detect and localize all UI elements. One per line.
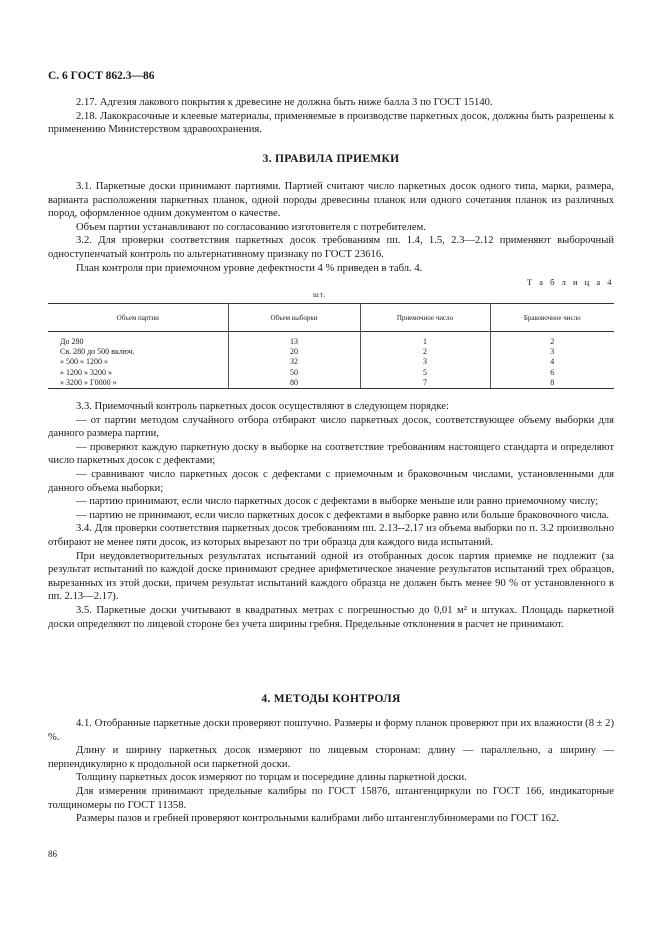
paragraph-lot-volume: Объем партии устанавливают по согласованию изготовителя с потребителем. <box>76 221 426 233</box>
table-unit: шт. <box>313 290 327 299</box>
table-row <box>48 357 614 367</box>
paragraph-grooves: Размеры пазов и гребней проверяют контрольными калибрами либо штангенглубиномерами по ГОСТ 162. <box>76 813 559 825</box>
cell-sample: 50 <box>228 368 360 378</box>
table-row <box>48 332 614 348</box>
intro-block <box>48 96 614 137</box>
cell-sample: 20 <box>228 347 360 357</box>
cell-rejection: 6 <box>550 367 555 377</box>
paragraph-instruments: Для измерения принимают предельные калибры по ГОСТ 15876, штангенциркули по ГОСТ 166, индикаторные толщиномеры по ГОСТ 11358. <box>48 785 614 811</box>
table-row <box>48 347 614 357</box>
cell-lot: » 3200 » Г0000 » <box>48 378 228 389</box>
cell-sample: 80 <box>228 378 360 389</box>
section-4-block <box>48 717 614 826</box>
section-3-continued <box>48 400 614 631</box>
paragraph-3-3: 3.3. Приемочный контроль паркетных досок осуществляют в следующем порядке: <box>76 401 449 412</box>
table-4 <box>48 303 614 389</box>
cell-rejection: 3 <box>550 347 555 357</box>
table-caption: Т а б л и ц а 4 <box>526 277 614 287</box>
cell-acceptance: 1 <box>360 332 490 348</box>
cell-acceptance: 7 <box>360 378 490 389</box>
cell-lot: » 500 » 1200 » <box>48 357 228 367</box>
header-sample-volume: Объем выборки <box>228 304 360 332</box>
cell-sample: 32 <box>228 357 360 367</box>
paragraph-3-5: 3.5. Паркетные доски учитывают в квадратных метрах с погрешностью до 0,01 м² и штуках. Площадь паркетной доски определяют по лицевой стороне без учета ширины гребня. Предельные отклонения в расчет не принимают. <box>48 604 614 630</box>
page-number: 86 <box>48 849 57 859</box>
table-row <box>48 368 614 378</box>
paragraph-3-1: 3.1. Паркетные доски принимают партиями. Партией считают число паркетных досок одного типа, марки, размера, варианта расположения паркетных планок, одной породы древесины планок или одного сочетания планок из различных пород, оформленное одним документом о качестве. <box>48 181 614 220</box>
section-3-title: 3. ПРАВИЛА ПРИЕМКИ <box>262 153 400 165</box>
cell-acceptance: 3 <box>360 357 490 367</box>
cell-rejection: 8 <box>490 378 614 389</box>
cell-rejection: 4 <box>550 357 555 367</box>
header-lot-volume: Объем партии <box>48 304 228 332</box>
table-row <box>48 378 614 389</box>
cell-sample: 13 <box>228 332 360 348</box>
cell-rejection: 2 <box>550 337 555 346</box>
section-3-block <box>48 180 614 275</box>
cell-acceptance: 2 <box>360 347 490 357</box>
paragraph-2-17: 2.17. Адгезия лакового покрытия к древесине не должна быть ниже балла 3 по ГОСТ 15140. <box>76 97 493 108</box>
paragraph-2-18: 2.18. Лакокрасочные и клеевые материалы, применяемые в производстве паркетных досок, должны быть разрешены к применению Министерством здравоохранения. <box>48 110 614 136</box>
cell-lot: Св. 280 до 500 включ. <box>48 347 228 357</box>
header-acceptance-number: Приемочное число <box>360 304 490 332</box>
paragraph-4-1: 4.1. Отобранные паркетные доски проверяют поштучно. Размеры и форму планок проверяют при их влажности (8 ± 2) %. <box>48 718 614 743</box>
cell-lot: » 1200 » 3200 » <box>48 368 228 378</box>
paragraph-thickness: Толщину паркетных досок измеряют по торцам и посередине длины паркетной доски. <box>76 772 467 784</box>
table-header-row <box>48 304 614 332</box>
paragraph-length-width: Длину и ширину паркетных досок измеряют по лицевым сторонам: длину — параллельно, а ширину — перпендикулярно к продольной оси паркетной доски. <box>48 745 614 770</box>
list-item: — партию не принимают, если число паркетных досок с дефектами в выборке равно или больше браковочного числа. <box>76 509 610 521</box>
section-4-title: 4. МЕТОДЫ КОНТРОЛЯ <box>261 693 401 705</box>
list-item: — партию принимают, если число паркетных досок с дефектами в выборке меньше или равно приемочному числу; <box>76 496 599 508</box>
paragraph-test-results: При неудовлетворительных результатах испытаний одной из отобранных досок партия приемке не подлежит (за результат испытаний по каждой доске принимают среднее арифметическое значение результатов испытаний трех образцов, вырезанных из этой доски, причем результат испытаний каждого образца не должен быть менее 90 % от установленного в пп. 2.13—2.17). <box>48 550 614 603</box>
list-item: — проверяют каждую паркетную доску в выборке на соответствие требованиям настоящего стандарта и определяют число паркетных досок с дефектами; <box>48 441 614 467</box>
page-header: С. 6 ГОСТ 862.3—86 <box>48 70 155 82</box>
list-item: — сравнивают число паркетных досок с дефектами с приемочным и браковочным числами, установленными для данного объема выборки; <box>48 468 614 494</box>
paragraph-3-4: 3.4. Для проверки соответствия паркетных досок требованиям пп. 2.13--2.17 из объема выборки по п. 3.2 произвольно отбирают не менее пяти досок, из которых вырезают по три образца для каждого вида испытаний. <box>48 523 614 548</box>
paragraph-3-2: 3.2. Для проверки соответствия паркетных досок требованиям пп. 1.4, 1.5, 2.3—2.12 применяют выборочный одноступенчатый контроль по альтернативному признаку по ГОСТ 23616. <box>48 235 614 260</box>
list-item: — от партии методом случайного отбора отбирают число паркетных досок, соответствующее объему выборки для данного размера партии, <box>48 414 614 440</box>
cell-acceptance: 5 <box>360 368 490 378</box>
paragraph-control-plan: План контроля при приемочном уровне дефектности 4 % приведен в табл. 4. <box>76 262 423 274</box>
cell-lot: До 280 <box>48 332 228 348</box>
header-rejection-number: Браковочное число <box>490 304 614 332</box>
